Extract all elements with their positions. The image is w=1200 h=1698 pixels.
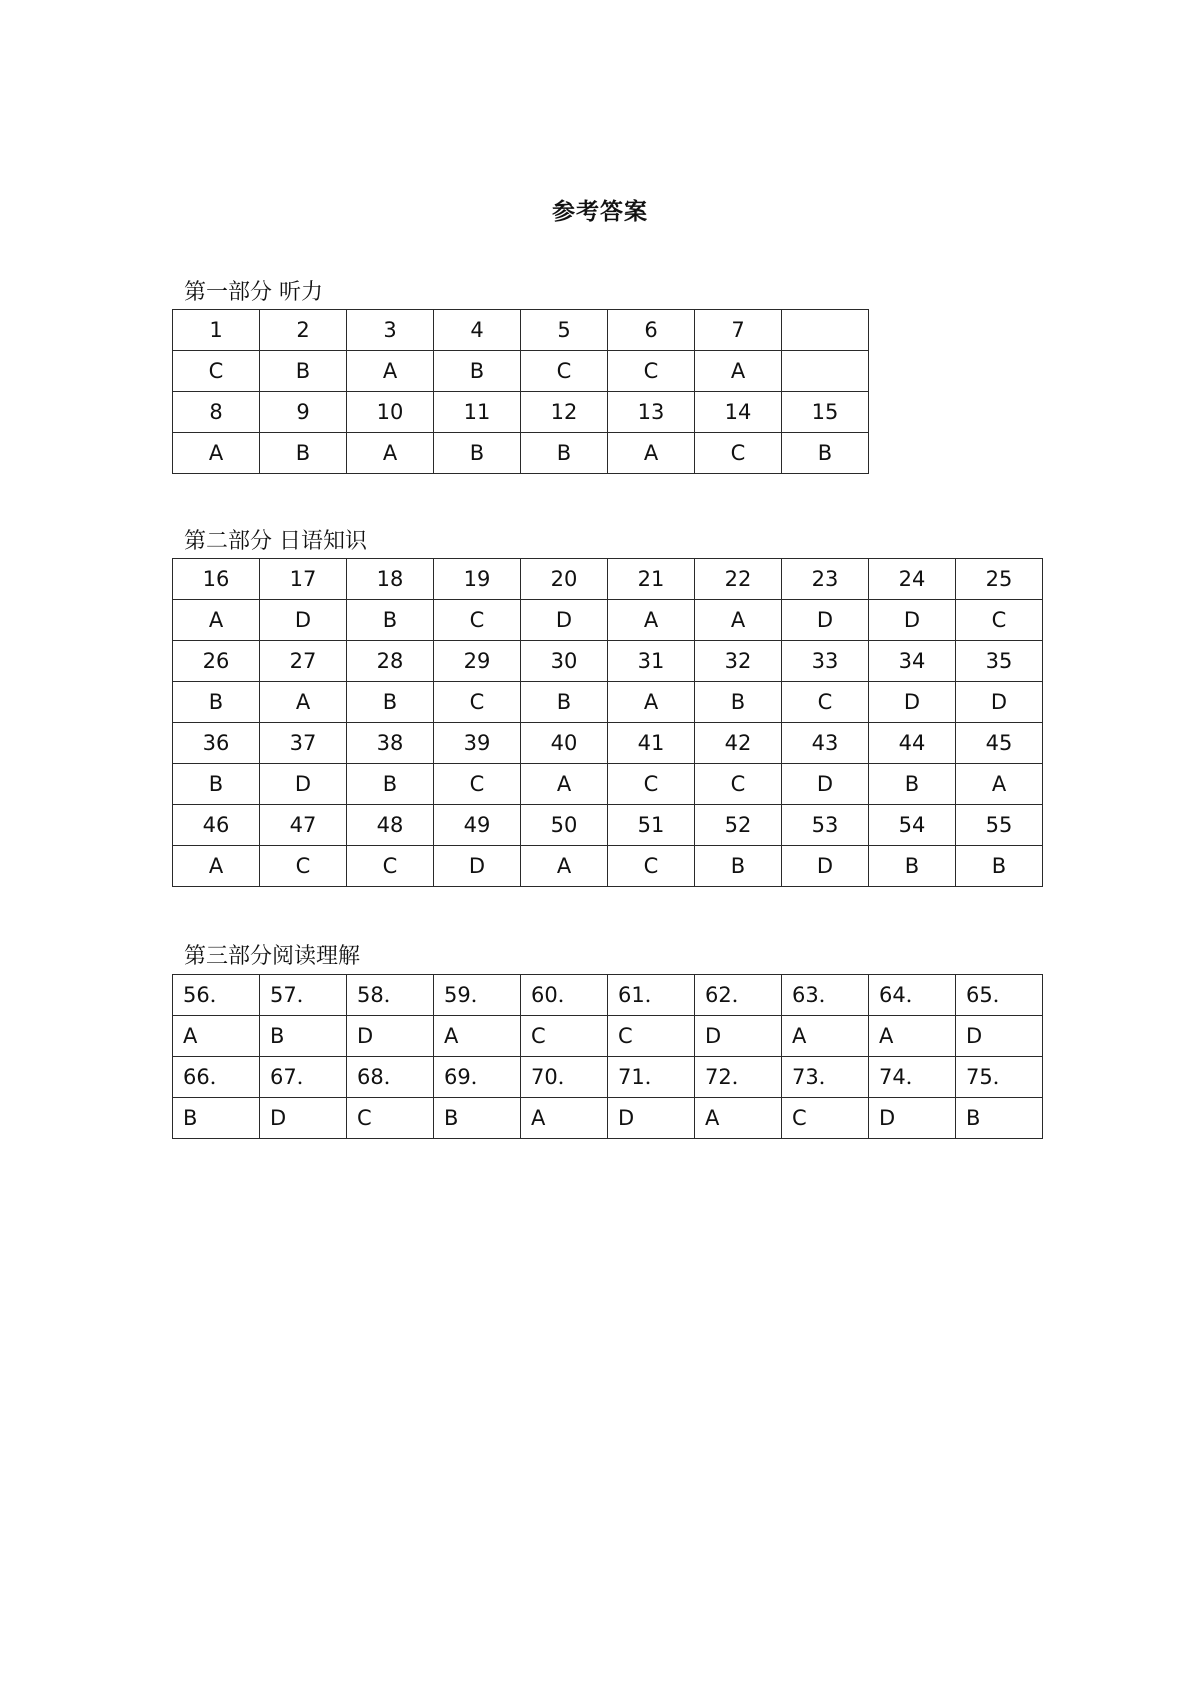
question-number-cell: 69． [434, 1057, 521, 1098]
answer-cell: A [173, 846, 260, 887]
answer-cell: B [695, 846, 782, 887]
question-number-cell: 3 [347, 310, 434, 351]
question-number-cell: 65． [956, 975, 1043, 1016]
question-number-cell: 5 [521, 310, 608, 351]
answer-cell: B [521, 682, 608, 723]
question-number-cell: 31 [608, 641, 695, 682]
answer-cell: B [782, 433, 869, 474]
answer-cell: D [869, 682, 956, 723]
answer-cell: A [173, 433, 260, 474]
answer-cell: D [608, 1098, 695, 1139]
answer-cell: A [608, 600, 695, 641]
answer-cell: C [434, 764, 521, 805]
answer-cell: B [521, 433, 608, 474]
question-number-cell: 27 [260, 641, 347, 682]
question-number-cell: 20 [521, 559, 608, 600]
question-number-cell: 22 [695, 559, 782, 600]
answer-cell: A [260, 682, 347, 723]
answer-cell: B [173, 682, 260, 723]
answer-cell: D [869, 600, 956, 641]
question-number-cell: 38 [347, 723, 434, 764]
question-number-cell: 62． [695, 975, 782, 1016]
answer-cell: B [869, 764, 956, 805]
question-number-cell: 54 [869, 805, 956, 846]
question-number-cell: 60． [521, 975, 608, 1016]
answer-cell: C [434, 600, 521, 641]
question-number-cell: 10 [347, 392, 434, 433]
question-number-cell: 57． [260, 975, 347, 1016]
question-number-cell: 49 [434, 805, 521, 846]
section-heading-reading: 第三部分阅读理解 [184, 944, 361, 969]
answer-cell: A [695, 1098, 782, 1139]
question-number-cell: 68． [347, 1057, 434, 1098]
question-number-cell: 52 [695, 805, 782, 846]
question-number-cell: 43 [782, 723, 869, 764]
answer-row [173, 682, 1043, 723]
answer-cell: D [782, 846, 869, 887]
question-number-cell: 39 [434, 723, 521, 764]
answer-cell: B [869, 846, 956, 887]
section-heading-japanese-knowledge: 第二部分 日语知识 [184, 529, 367, 554]
question-number-cell: 37 [260, 723, 347, 764]
answer-cell: D [347, 1016, 434, 1057]
question-number-row [173, 641, 1043, 682]
question-number-cell: 25 [956, 559, 1043, 600]
answer-cell: A [434, 1016, 521, 1057]
question-number-cell: 6 [608, 310, 695, 351]
answer-row [173, 433, 869, 474]
answer-cell: C [521, 1016, 608, 1057]
question-number-cell: 75． [956, 1057, 1043, 1098]
question-number-cell [782, 310, 869, 351]
answer-cell: C [608, 1016, 695, 1057]
answer-cell: B [434, 433, 521, 474]
answer-cell: A [173, 1016, 260, 1057]
answer-cell: C [695, 433, 782, 474]
question-number-cell: 50 [521, 805, 608, 846]
question-number-cell: 14 [695, 392, 782, 433]
answer-cell: D [869, 1098, 956, 1139]
answer-cell: A [782, 1016, 869, 1057]
answer-cell: A [347, 351, 434, 392]
answer-row [173, 846, 1043, 887]
answer-cell: B [434, 1098, 521, 1139]
question-number-cell: 23 [782, 559, 869, 600]
answer-cell: B [956, 846, 1043, 887]
answer-cell: C [347, 846, 434, 887]
question-number-cell: 28 [347, 641, 434, 682]
answer-cell: A [608, 682, 695, 723]
question-number-cell: 51 [608, 805, 695, 846]
answer-cell: A [956, 764, 1043, 805]
question-number-cell: 47 [260, 805, 347, 846]
answer-cell: D [782, 600, 869, 641]
question-number-cell: 40 [521, 723, 608, 764]
question-number-cell: 11 [434, 392, 521, 433]
question-number-cell: 59． [434, 975, 521, 1016]
question-number-cell: 24 [869, 559, 956, 600]
answer-table-japanese-knowledge [172, 558, 1043, 887]
question-number-cell: 9 [260, 392, 347, 433]
question-number-cell: 8 [173, 392, 260, 433]
question-number-cell: 29 [434, 641, 521, 682]
answer-cell: C [782, 1098, 869, 1139]
question-number-cell: 45 [956, 723, 1043, 764]
answer-cell: B [956, 1098, 1043, 1139]
answer-row [173, 1098, 1043, 1139]
answer-cell: A [173, 600, 260, 641]
answer-cell: A [521, 1098, 608, 1139]
question-number-row [173, 392, 869, 433]
answer-cell: A [608, 433, 695, 474]
answer-cell: B [434, 351, 521, 392]
section-heading-listening: 第一部分 听力 [184, 280, 323, 305]
page-title: 参考答案 [552, 199, 648, 225]
answer-cell: C [608, 351, 695, 392]
answer-cell: C [956, 600, 1043, 641]
answer-cell: B [260, 433, 347, 474]
answer-cell: A [521, 846, 608, 887]
question-number-row [173, 805, 1043, 846]
question-number-cell: 18 [347, 559, 434, 600]
answer-cell: A [869, 1016, 956, 1057]
question-number-cell: 44 [869, 723, 956, 764]
question-number-cell: 26 [173, 641, 260, 682]
question-number-cell: 70． [521, 1057, 608, 1098]
answer-cell: B [347, 682, 434, 723]
answer-row [173, 600, 1043, 641]
answer-cell: B [347, 764, 434, 805]
answer-cell: A [347, 433, 434, 474]
question-number-cell: 61． [608, 975, 695, 1016]
question-number-cell: 36 [173, 723, 260, 764]
question-number-cell: 74． [869, 1057, 956, 1098]
question-number-cell: 48 [347, 805, 434, 846]
question-number-cell: 46 [173, 805, 260, 846]
question-number-cell: 71． [608, 1057, 695, 1098]
answer-cell: C [695, 764, 782, 805]
answer-cell: C [260, 846, 347, 887]
question-number-row [173, 559, 1043, 600]
question-number-cell: 63． [782, 975, 869, 1016]
question-number-cell: 34 [869, 641, 956, 682]
answer-cell: B [695, 682, 782, 723]
question-number-cell: 7 [695, 310, 782, 351]
answer-table-listening [172, 309, 869, 474]
question-number-cell: 15 [782, 392, 869, 433]
answer-cell: C [173, 351, 260, 392]
question-number-row [173, 310, 869, 351]
question-number-cell: 56． [173, 975, 260, 1016]
question-number-cell: 16 [173, 559, 260, 600]
answer-cell: B [260, 351, 347, 392]
question-number-cell: 32 [695, 641, 782, 682]
answer-cell: C [608, 846, 695, 887]
question-number-cell: 4 [434, 310, 521, 351]
answer-cell: D [695, 1016, 782, 1057]
question-number-cell: 19 [434, 559, 521, 600]
answer-cell: C [347, 1098, 434, 1139]
answer-cell: B [173, 764, 260, 805]
answer-row [173, 764, 1043, 805]
question-number-row [173, 975, 1043, 1016]
answer-cell: C [608, 764, 695, 805]
question-number-cell: 66． [173, 1057, 260, 1098]
question-number-cell: 35 [956, 641, 1043, 682]
answer-cell: D [956, 1016, 1043, 1057]
question-number-cell: 53 [782, 805, 869, 846]
answer-cell: C [521, 351, 608, 392]
answer-cell: A [695, 600, 782, 641]
answer-cell: C [782, 682, 869, 723]
question-number-cell: 41 [608, 723, 695, 764]
question-number-cell: 67． [260, 1057, 347, 1098]
answer-row [173, 1016, 1043, 1057]
answer-cell: D [260, 1098, 347, 1139]
answer-cell: D [956, 682, 1043, 723]
question-number-cell: 1 [173, 310, 260, 351]
question-number-cell: 12 [521, 392, 608, 433]
answer-cell: D [260, 600, 347, 641]
question-number-row [173, 1057, 1043, 1098]
question-number-cell: 55 [956, 805, 1043, 846]
question-number-cell: 30 [521, 641, 608, 682]
answer-row [173, 351, 869, 392]
answer-cell: D [434, 846, 521, 887]
question-number-cell: 21 [608, 559, 695, 600]
answer-cell: B [173, 1098, 260, 1139]
answer-cell: C [434, 682, 521, 723]
answer-cell: D [260, 764, 347, 805]
answer-cell [782, 351, 869, 392]
answer-table-reading [172, 974, 1043, 1139]
question-number-cell: 42 [695, 723, 782, 764]
answer-cell: A [521, 764, 608, 805]
answer-cell: B [260, 1016, 347, 1057]
question-number-row [173, 723, 1043, 764]
question-number-cell: 72． [695, 1057, 782, 1098]
answer-cell: A [695, 351, 782, 392]
question-number-cell: 13 [608, 392, 695, 433]
answer-cell: D [521, 600, 608, 641]
question-number-cell: 64． [869, 975, 956, 1016]
question-number-cell: 17 [260, 559, 347, 600]
question-number-cell: 33 [782, 641, 869, 682]
answer-cell: D [782, 764, 869, 805]
question-number-cell: 2 [260, 310, 347, 351]
answer-cell: B [347, 600, 434, 641]
question-number-cell: 73． [782, 1057, 869, 1098]
question-number-cell: 58． [347, 975, 434, 1016]
